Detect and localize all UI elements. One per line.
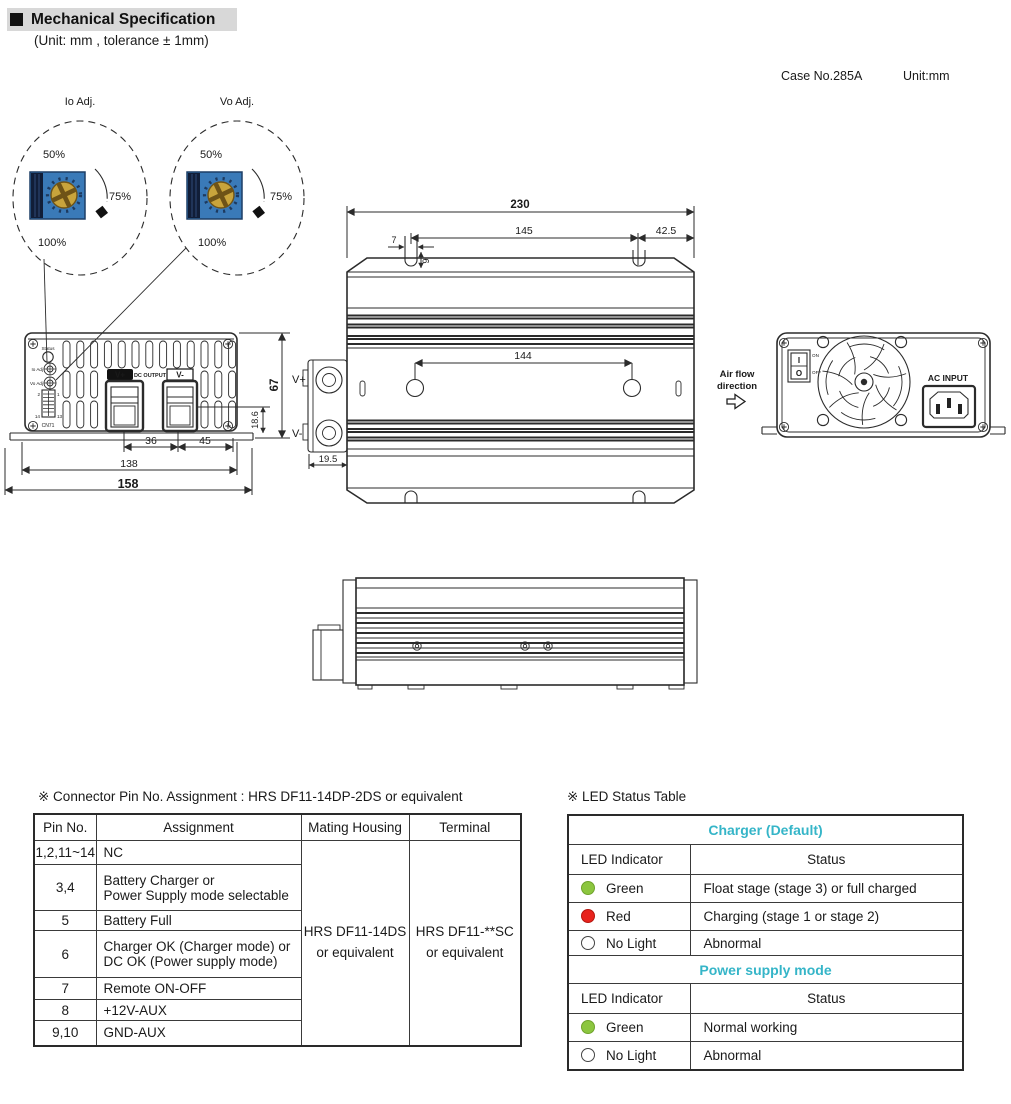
led-indicator-cell: [568, 875, 690, 903]
dim-138: 138: [120, 458, 138, 470]
terminal-line1: HRS DF11-**SC: [415, 923, 514, 939]
io-adj-label: Io Adj.: [64, 96, 96, 108]
pin-cell: 5: [34, 911, 96, 931]
io-50-label: 50%: [43, 149, 66, 161]
ac-input-label: AC INPUT: [927, 373, 969, 383]
pin-col-header: Pin No.: [34, 814, 96, 841]
dim-45: 45: [199, 435, 211, 447]
top-view: [292, 199, 694, 503]
dim-42-5: 42.5: [655, 225, 677, 237]
unit-tolerance-note: (Unit: mm , tolerance ± 1mm): [34, 33, 209, 48]
switch-on-label: ON: [812, 353, 819, 358]
page-title: Mechanical Specification: [31, 10, 216, 28]
led-row: [568, 903, 963, 931]
dim-7: 7: [391, 235, 397, 245]
led-status-cell: Float stage (stage 3) or full charged: [690, 875, 963, 903]
vplus-badge-label: V+: [114, 370, 126, 380]
dim-9: 9: [421, 258, 431, 264]
mounting-hole-right: [624, 380, 641, 397]
led-status-cell: Abnormal: [690, 931, 963, 956]
assignment-cell: NC: [96, 841, 301, 865]
dim-67: 67: [269, 378, 281, 392]
dim-36: 36: [145, 435, 157, 447]
side-terminal-protrusion: [313, 625, 343, 680]
green-led-icon: [581, 881, 595, 895]
io-75-label: 75%: [109, 191, 132, 203]
pin-cell: 8: [34, 1000, 96, 1021]
led-indicator-cell: [568, 903, 690, 931]
assignment-cell: [96, 865, 301, 911]
status-col-header: Status: [690, 845, 963, 875]
red-led-icon: [581, 909, 595, 923]
switch-o-label: O: [795, 369, 803, 378]
io-knob-label: Io Adj: [31, 367, 43, 372]
led-row: [568, 931, 963, 956]
led-indicator-label: Green: [606, 1020, 644, 1035]
pin-table-header-row: [34, 814, 521, 841]
io-adjuster-detail: [13, 96, 147, 362]
vplus-output-terminal: [316, 367, 342, 393]
no-light-led-icon: [581, 936, 595, 950]
status-col-header: Status: [690, 984, 963, 1014]
air-flow-arrow-icon: [727, 395, 745, 409]
vminus-output-terminal: [316, 420, 342, 446]
bottom-slot-left: [405, 491, 417, 503]
vo-potentiometer: [187, 169, 265, 219]
vo-50-label: 50%: [200, 149, 223, 161]
led-row: [568, 875, 963, 903]
io-potentiometer: [30, 169, 108, 219]
dim-158: 158: [117, 477, 139, 491]
heatsink-fins-side: [356, 613, 684, 657]
air-flow-line2: direction: [716, 381, 758, 392]
vminus-marker: V-: [292, 428, 303, 440]
output-terminal-bracket: [303, 360, 347, 452]
led-status-table: [567, 814, 964, 1071]
vplus-terminal: [106, 381, 143, 431]
cn71-pin1-label: 1: [57, 392, 60, 397]
assignment-cell: Battery Full: [96, 911, 301, 931]
fan: [817, 335, 910, 428]
connector-pin-table: [33, 813, 522, 1047]
power-section-header: Power supply mode: [568, 956, 963, 984]
switch-off-label: OFF: [812, 370, 822, 375]
led-indicator-label: No Light: [606, 1047, 657, 1063]
io-knob: [44, 363, 56, 375]
switch-i-label: I: [797, 356, 801, 365]
assignment-cell: Remote ON-OFF: [96, 978, 301, 1000]
green-led-icon: [581, 1020, 595, 1034]
terminal-col-header: Terminal: [409, 814, 521, 841]
led-table-title: ※ LED Status Table: [567, 789, 687, 804]
assignment-cell: GND-AUX: [96, 1021, 301, 1046]
pin-cell: 9,10: [34, 1021, 96, 1046]
terminal-line2: or equivalent: [426, 944, 504, 960]
pin-cell: 7: [34, 978, 96, 1000]
front-view: [5, 333, 290, 495]
bottom-slot-right: [633, 491, 645, 503]
pin-cell: 1,2,11~14: [34, 841, 96, 865]
heatsink-ribs-top: [347, 316, 694, 441]
io-100-label: 100%: [38, 237, 67, 249]
status-led: [43, 352, 53, 362]
pin-cell: 3,4: [34, 865, 96, 911]
air-flow-line1: Air flow: [719, 369, 755, 380]
table-row: [34, 841, 521, 865]
rear-view: [717, 333, 1005, 437]
led-indicator-label: Red: [606, 909, 631, 924]
cn71-label: CN71: [41, 423, 55, 429]
mating-housing-cell: [301, 841, 409, 1046]
pin-table-title: ※ Connector Pin No. Assignment : HRS DF11-14DP-2DS or equivalent: [38, 789, 463, 804]
cn71-connector: [35, 390, 63, 429]
charger-section-header: Charger (Default): [568, 815, 963, 845]
front-view-dimensions: [5, 333, 290, 495]
led-status-cell: Charging (stage 1 or stage 2): [690, 903, 963, 931]
assignment-line2: Power Supply mode selectable: [103, 887, 289, 903]
vminus-terminal: [163, 381, 197, 431]
dim-18-6: 18.6: [250, 411, 260, 429]
dc-output-label: DC OUTPUT: [133, 373, 167, 379]
led-indicator-cell: [568, 931, 690, 956]
no-light-led-icon: [581, 1048, 595, 1062]
vplus-marker: V+: [292, 374, 306, 386]
assignment-col-header: Assignment: [96, 814, 301, 841]
led-indicator-label: No Light: [606, 935, 657, 951]
mounting-hole-left: [407, 380, 424, 397]
led-indicator-cell: [568, 1042, 690, 1070]
pin-cell: 6: [34, 931, 96, 978]
assignment-cell: [96, 931, 301, 978]
vo-adj-label: Vo Adj.: [219, 96, 255, 108]
dim-144: 144: [514, 350, 532, 362]
vminus-badge-label: V-: [176, 370, 184, 380]
led-row: [568, 1014, 963, 1042]
ac-inlet: [923, 386, 975, 427]
assignment-cell: +12V-AUX: [96, 1000, 301, 1021]
air-flow-annotation: [717, 369, 757, 409]
dim-19-5: 19.5: [318, 454, 338, 465]
dim-145: 145: [515, 225, 533, 237]
mating-housing-line1: HRS DF11-14DS: [303, 923, 407, 939]
mating-housing-col-header: Mating Housing: [301, 814, 409, 841]
side-view: [313, 578, 697, 689]
cn71-pin13-label: 13: [57, 414, 63, 419]
led-status-cell: Normal working: [690, 1014, 963, 1042]
vent-slots: [63, 341, 236, 428]
led-indicator-col-header: LED Indicator: [568, 984, 690, 1014]
mating-housing-line2: or equivalent: [316, 944, 394, 960]
led-indicator-cell: [568, 1014, 690, 1042]
dim-230: 230: [510, 199, 530, 211]
led-header-row: [568, 984, 963, 1014]
status-led-label: Status: [41, 346, 55, 351]
assignment-line2: DC OK (Power supply mode): [103, 954, 278, 969]
assignment-line1: Charger OK (Charger mode) or: [103, 939, 291, 954]
terminal-cell: [409, 841, 521, 1046]
led-row: [568, 1042, 963, 1070]
cn71-pin2-label: 2: [37, 392, 40, 397]
led-indicator-label: Green: [606, 881, 644, 896]
led-status-cell: Abnormal: [690, 1042, 963, 1070]
vo-100-label: 100%: [198, 237, 227, 249]
vo-adjuster-detail: [56, 96, 304, 380]
vo-knob: [44, 377, 56, 389]
unit-label: Unit:mm: [903, 69, 950, 83]
vo-knob-label: Vo Adj: [29, 381, 43, 386]
vo-75-label: 75%: [270, 191, 293, 203]
assignment-line1: Battery Charger or: [103, 872, 215, 888]
cn71-pin14-label: 14: [34, 414, 40, 419]
case-number: Case No.285A: [781, 69, 863, 83]
led-header-row: [568, 845, 963, 875]
power-switch: [788, 350, 821, 382]
led-indicator-col-header: LED Indicator: [568, 845, 690, 875]
